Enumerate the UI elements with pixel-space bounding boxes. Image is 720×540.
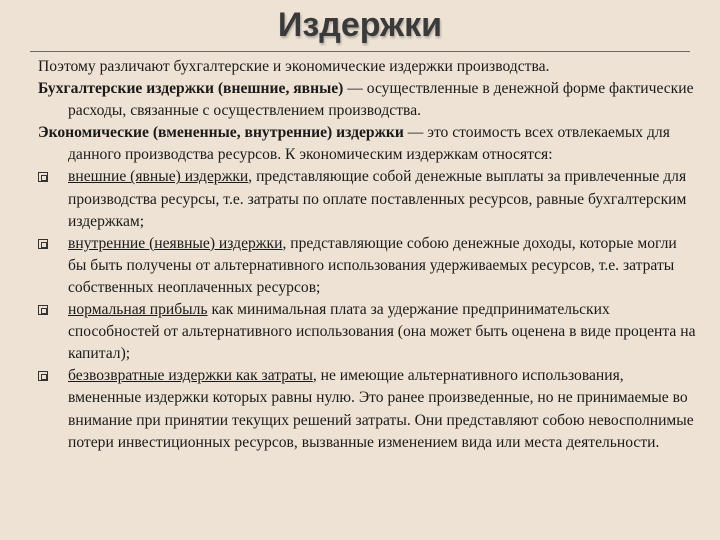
list-item-text: как минимальная плата за удержание предпринимательских способностей от альтернативного использования (она может быть оценена в виде процента на капитал); — [68, 301, 696, 363]
list-item-text: , представляющие собою денежные доходы, которые могли бы быть получены от альтернативного использования удерживаемых ресурсов, т.е. затраты собственных неоплаченных ресурсов; — [68, 234, 677, 296]
economic-costs-list — [38, 166, 698, 453]
square-bullet-icon — [38, 172, 48, 182]
page-title: Издержки — [277, 6, 443, 44]
list-item-term: безвозвратные издержки как затраты — [68, 367, 313, 385]
list-item — [38, 166, 698, 232]
square-bullet-icon — [38, 239, 48, 249]
list-item-term: внутренние (неявные) издержки — [68, 234, 283, 252]
intro-paragraph — [38, 56, 698, 78]
list-item-text: , не имеющие альтернативного использования, вмененные издержки которых равны нулю. Это ранее произведенные, но не принимаемые во внимание при принятии текущих решений затраты. Они представляют собою невосполнимые потери инвестиционных ресурсов, вызванные изменением вида или места деятельности. — [68, 367, 694, 451]
list-item-term: нормальная прибыль — [68, 301, 208, 319]
intro-text: Поэтому различают бухгалтерские и экономические издержки производства. — [38, 58, 550, 75]
economic-costs-definition: — это стоимость всех отвлекаемых для данного производства ресурсов. К экономическим издержкам относятся: — [68, 124, 670, 164]
square-bullet-icon — [38, 371, 48, 381]
accounting-costs-definition: — осуществленные в денежной форме фактические расходы, связанные с осуществлением производства. — [68, 80, 694, 120]
content-body — [38, 56, 698, 454]
list-item — [38, 233, 698, 299]
list-item — [38, 365, 698, 453]
list-item — [38, 299, 698, 365]
list-item-term: внешние (явные) издержки — [68, 168, 249, 186]
title-divider — [30, 51, 690, 52]
economic-costs-paragraph — [38, 122, 698, 166]
square-bullet-icon — [38, 305, 48, 315]
economic-costs-term: Экономические (вмененные, внутренние) издержки — [38, 124, 404, 142]
list-item-text: , представляющие собой денежные выплаты за привлеченные для производства ресурсы, т.е. затраты по оплате поставленных ресурсов, равные бухгалтерским издержкам; — [68, 168, 687, 230]
accounting-costs-paragraph — [38, 78, 698, 122]
accounting-costs-term: Бухгалтерские издержки (внешние, явные) — [38, 80, 344, 98]
